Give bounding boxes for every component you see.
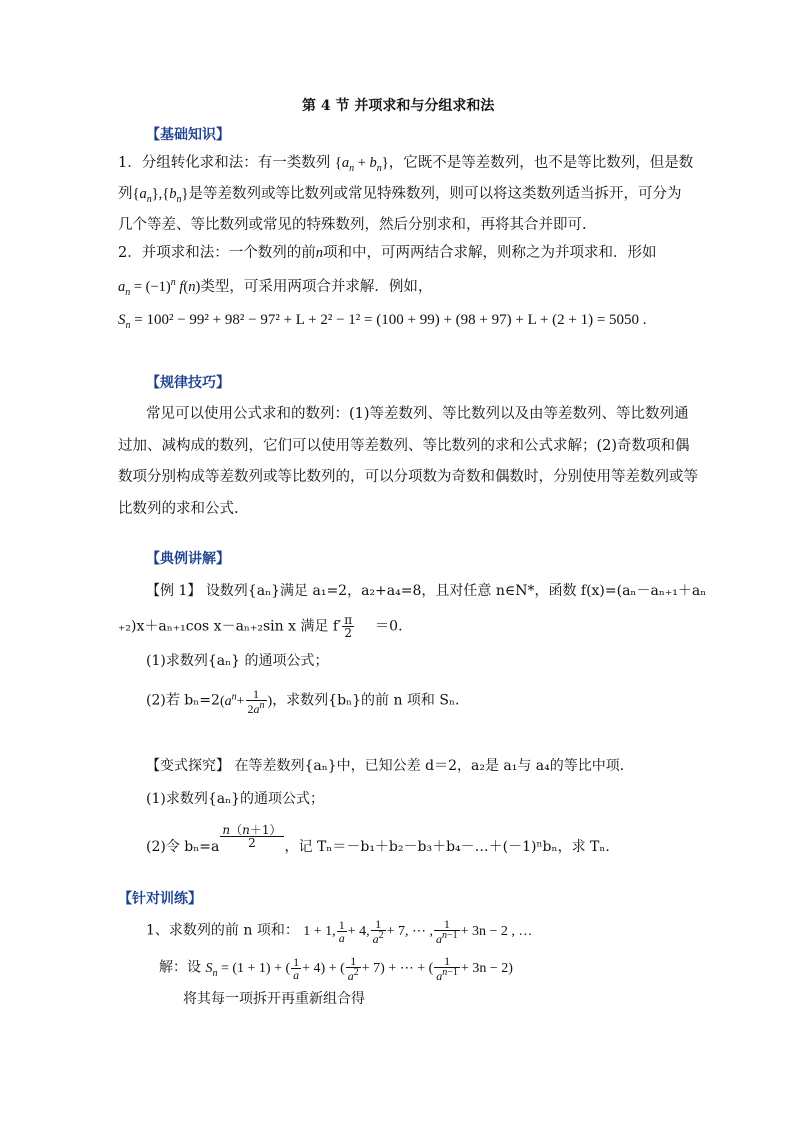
section-tips-heading: 【规律技巧】 bbox=[146, 375, 230, 391]
formula-an-comma-bn: $\{a_n\},\{b_n\}$ bbox=[132, 186, 189, 205]
formula-an-type: $a_n = (-1)^n$ f(n) bbox=[118, 277, 201, 298]
section-practice-heading: 【针对训练】 bbox=[118, 891, 202, 907]
page-title: 第 4 节 并项求和与分组求和法 bbox=[302, 98, 495, 114]
tips-line1: 常见可以使用公式求和的数列：(1)等差数列、等比数列以及由等差数列、等比数列通 bbox=[146, 406, 689, 422]
basics-p1-line2: 列$\{a_n\},\{b_n\}$是等差数列或等比数列或常见特殊数列，则可以将这类数列适当拆开，可分为 bbox=[118, 186, 682, 205]
section-basics-heading: 【基础知识】 bbox=[146, 127, 230, 143]
practice-solution-line1: 解：设 $S_n = (1 + 1)$ + ( $\frac{1}{a}$ + 4) + ( $\frac{1}{a^2}$ + 7) + ⋯ + ( $\frac{1}{a^{n-1}}$ + 3n − 2) bbox=[159, 954, 513, 983]
basics-p1-line3: 几个等差、等比数列或常见的特殊数列，然后分别求和，再将其合并即可. bbox=[118, 217, 587, 233]
example1-q1: (1)求数列{aₙ} 的通项公式； bbox=[146, 653, 329, 669]
tips-line2: 过加、减构成的数列，它们可以使用等差数列、等比数列的求和公式求解；(2)奇数项和偶 bbox=[118, 438, 690, 454]
formula-bn-expression: ($a^n+$ $\frac{1}{2a^n}$ ) bbox=[219, 687, 273, 716]
practice-solution-line2: 将其每一项拆开再重新组合得 bbox=[183, 991, 365, 1007]
basics-p2-line2: $a_n = (-1)^n$ f(n)类型，可采用两项合并求解．例如， bbox=[118, 277, 433, 298]
tips-line3: 数项分别构成等差数列或等比数列的，可以分项数为奇数和偶数时，分别使用等差数列或等 bbox=[118, 469, 698, 485]
formula-sn-split: $S_n = (1 + 1)$ + ( $\frac{1}{a}$ + 4) + ( $\frac{1}{a^2}$ + 7) + ⋯ + ( $\frac{1}{a^{n-1}}$ + 3n − 2) bbox=[205, 954, 513, 983]
section-examples-heading: 【典例讲解】 bbox=[146, 551, 230, 567]
basics-p2-line1: 2．并项求和法：一个数列的前n项和中，可两两结合求解，则称之为并项求和．形如 bbox=[118, 245, 657, 261]
variant-line1: 【变式探究】 在等差数列{aₙ}中，已知公差 d＝2，a₂是 a₁与 a₄的等比中项． bbox=[146, 758, 634, 774]
example1-line1: 【例 1】 设数列{aₙ}满足 a₁=2，a₂+a₄=8，且对任意 n∈N*，函数 f(x)=(aₙ－aₙ₊₁＋aₙ bbox=[146, 583, 707, 599]
formula-series: 1 + 1, $\frac{1}{a}$ + 4, $\frac{1}{a^2}$ + 7, ⋯ , $\frac{1}{a^{n-1}}$ + 3n − 2 , … bbox=[303, 917, 533, 946]
fraction-pi-over-2: $\frac{\pi}{2}$ bbox=[344, 613, 353, 640]
fraction-n-n-plus-1-over-2: $\frac{n(n+1)}{2}$ bbox=[222, 823, 282, 850]
formula-an-bn: $\{a_n + b_n\}$ bbox=[334, 155, 389, 174]
formula-sn-example: $S_n = 100^2 - 99^2 + 98^2 - 97^2 + L + 2^2 - 1^2 = (100 + 99) + (98 + 97) + L + (2 + 1) = 5050$ . bbox=[118, 312, 647, 331]
example1-q2: (2)若 $b_n=2(a^n+$ $\frac{1}{2a^n}$ )，求数列{bₙ}的前 n 项和 Sₙ. bbox=[146, 687, 460, 716]
variant-q1: (1)求数列{aₙ}的通项公式； bbox=[146, 791, 325, 807]
basics-p1-line1: 1．分组转化求和法：有一类数列 $\{a_n + b_n\}$，它既不是等差数列，也不是等比数列，但是数 bbox=[118, 155, 694, 174]
example1-label: 【例 1】 bbox=[146, 583, 202, 599]
practice-q1: 1、求数列的前 n 项和： 1 + 1, $\frac{1}{a}$ + 4, $\frac{1}{a^2}$ + 7, ⋯ , $\frac{1}{a^{n-1}}$ + 3n − 2 , … bbox=[146, 917, 533, 946]
example1-line2: ₊₂)x＋aₙ₊₁cos x－aₙ₊₂sin x 满足 f′ $\frac{\pi}{2}$ ＝0. bbox=[118, 613, 403, 640]
variant-label: 【变式探究】 bbox=[146, 758, 230, 774]
variant-q2: (2)令 bₙ=a $\frac{n(n+1)}{2}$ ，记 Tₙ＝－b₁＋b₂－b₃＋b₄－…＋(－1)ⁿbₙ，求 Tₙ. bbox=[146, 823, 610, 855]
tips-line4: 比数列的求和公式. bbox=[118, 501, 239, 517]
